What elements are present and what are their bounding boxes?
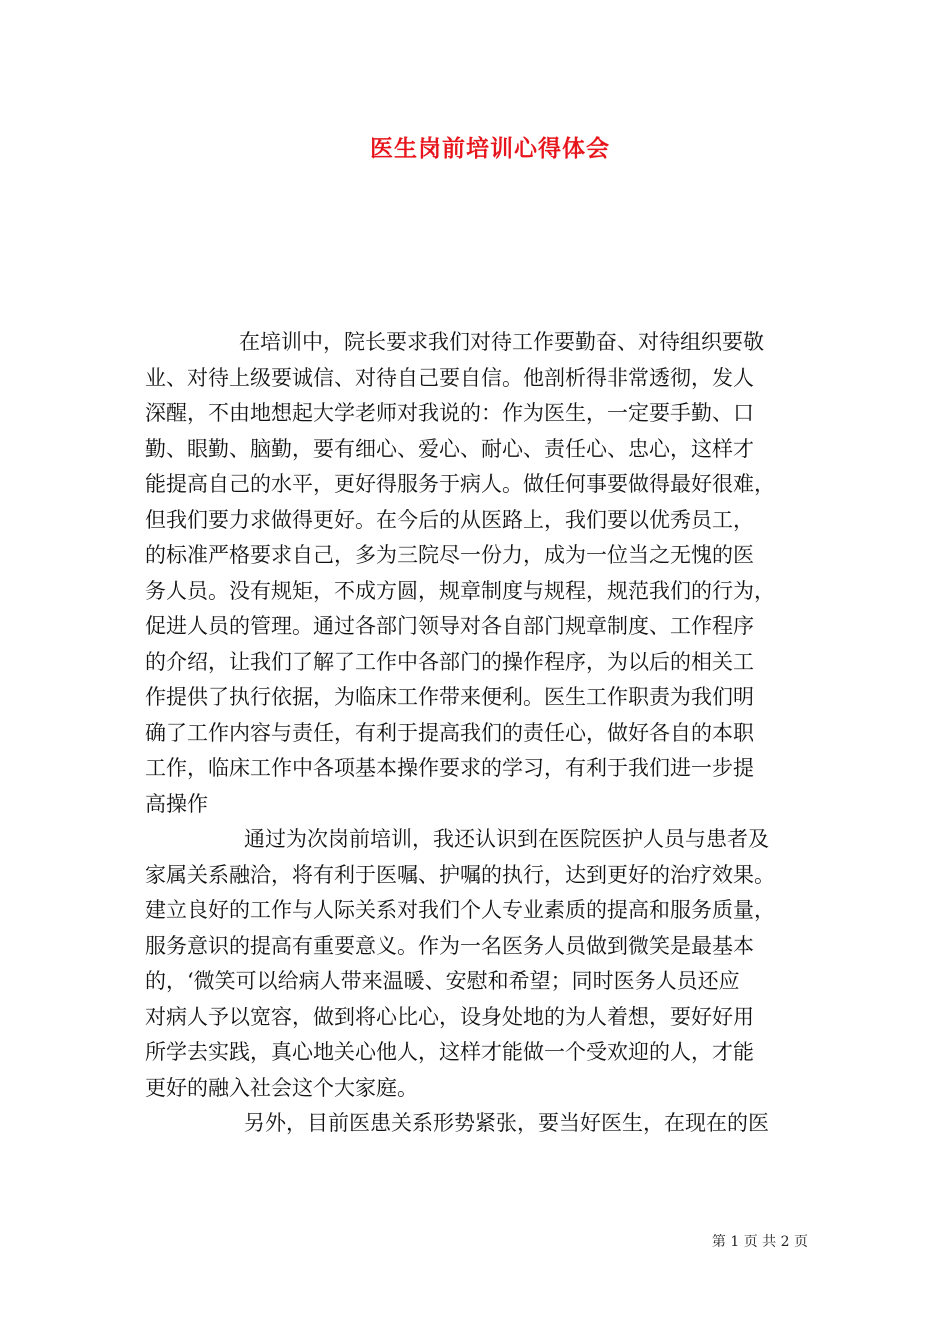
text-line: 确了工作内容与责任，有利于提高我们的责任心，做好各自的本职 — [145, 720, 754, 745]
paragraph-2 — [145, 822, 811, 1106]
text-line: 的介绍，让我们了解了工作中各部门的操作程序，为以后的相关工 — [145, 649, 754, 674]
text-line: 通过为次岗前培训，我还认识到在医院医护人员与患者及 — [244, 827, 769, 851]
text-line: 工作，临床工作中各项基本操作要求的学习，有利于我们进一步提 — [145, 756, 754, 780]
page-number: 第 1 页 共 2 页 — [711, 1234, 808, 1250]
text-line: 所学去实践，真心地关心他人，这样才能做一个受欢迎的人，才能 — [145, 1040, 754, 1064]
text-line: 对病人予以宽容，做到将心比心，设身处地的为人着想，要好好用 — [145, 1004, 754, 1029]
text-line: 勤、眼勤、脑勤，要有细心、爱心、耐心、责任心、忠心，这样才 — [145, 436, 754, 461]
document-title: 医生岗前培训心得体会 — [370, 135, 610, 162]
text-line: 建立良好的工作与人际关系对我们个人专业素质的提高和服务质量， — [145, 898, 775, 922]
paragraph-3 — [145, 1106, 811, 1142]
text-line: 高操作 — [145, 791, 208, 816]
text-line: 的，‘微笑可以给病人带来温暖、安慰和希望；同时医务人员还应 — [145, 969, 740, 993]
text-line: 能提高自己的水平，更好得服务于病人。做任何事要做得最好很难， — [145, 472, 775, 496]
text-line: 但我们要力求做得更好。在今后的从医路上，我们要以优秀员工， — [145, 507, 754, 532]
text-line: 促进人员的管理。通过各部门领导对各自部门规章制度、工作程序 — [145, 614, 754, 638]
paragraph-1 — [145, 325, 811, 822]
text-line: 的标准严格要求自己，多为三院尽一份力，成为一位当之无愧的医 — [145, 543, 754, 567]
text-line: 深醒，不由地想起大学老师对我说的：作为医生，一定要手勤、口 — [145, 401, 754, 425]
text-line: 务人员。没有规矩，不成方圆，规章制度与规程，规范我们的行为， — [145, 578, 775, 603]
text-line: 家属关系融洽，将有利于医嘱、护嘱的执行，达到更好的治疗效果。 — [145, 862, 775, 887]
text-line: 服务意识的提高有重要意义。作为一名医务人员做到微笑是最基本 — [145, 933, 754, 958]
text-line: 业、对待上级要诚信、对待自己要自信。他剖析得非常透彻，发人 — [145, 365, 754, 390]
document-body — [145, 325, 811, 1142]
text-line: 另外，目前医患关系形势紧张，要当好医生，在现在的医 — [244, 1111, 769, 1135]
text-line: 更好的融入社会这个大家庭。 — [145, 1075, 418, 1100]
text-line: 在培训中，院长要求我们对待工作要勤奋、对待组织要敬 — [239, 330, 764, 354]
text-line: 作提供了执行依据，为临床工作带来便利。医生工作职责为我们明 — [145, 685, 754, 709]
